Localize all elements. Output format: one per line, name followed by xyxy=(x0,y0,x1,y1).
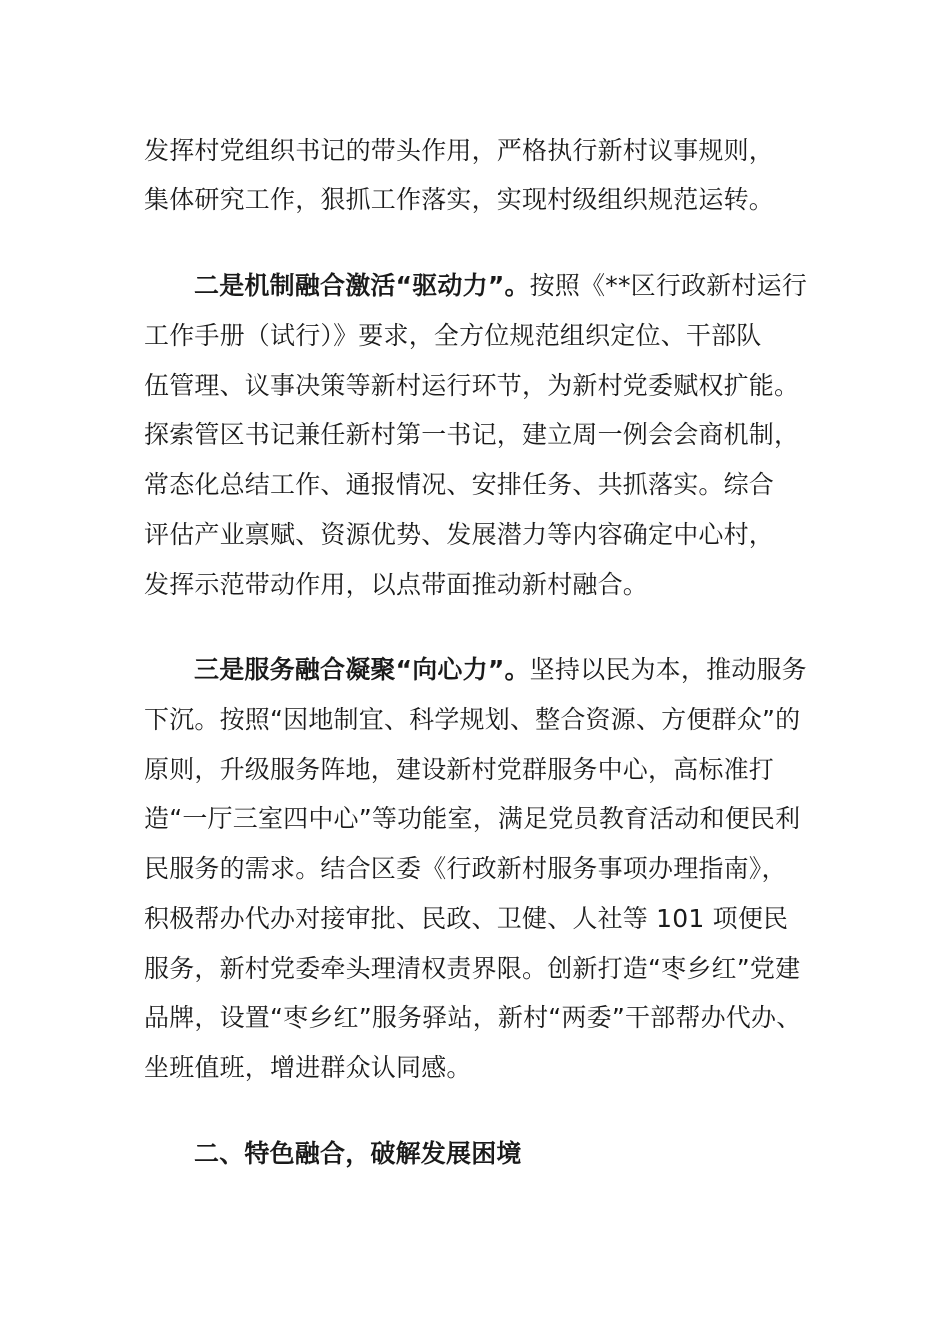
paragraph-2-line-4: 探索管区书记兼任新村第一书记，建立周一例会会商机制， xyxy=(144,420,800,449)
paragraph-3-line-9: 坐班值班，增进群众认同感。 xyxy=(144,1053,472,1082)
section-heading: 二、特色融合，破解发展困境 xyxy=(194,1139,522,1168)
paragraph-3-line-1-text: 坚持以民为本，推动服务 xyxy=(529,655,807,684)
paragraph-3-line-2: 下沉。按照“因地制宜、科学规划、整合资源、方便群众”的 xyxy=(144,705,801,734)
paragraph-3-line-7: 服务，新村党委牵头理清权责界限。创新打造“枣乡红”党建 xyxy=(144,954,801,983)
paragraph-2-line-3: 伍管理、议事决策等新村运行环节，为新村党委赋权扩能。 xyxy=(144,371,800,400)
paragraph-3-line-1 xyxy=(194,653,864,687)
paragraph-2-line-7: 发挥示范带动作用，以点带面推动新村融合。 xyxy=(144,570,649,599)
paragraph-1-line-2: 集体研究工作，狠抓工作落实，实现村级组织规范运转。 xyxy=(144,185,775,214)
paragraph-3-line-3: 原则，升级服务阵地，建设新村党群服务中心，高标准打 xyxy=(144,755,775,784)
paragraph-2-line-6: 评估产业禀赋、资源优势、发展潜力等内容确定中心村， xyxy=(144,520,775,549)
paragraph-3-line-6: 积极帮办代办对接审批、民政、卫健、人社等 101 项便民 xyxy=(144,904,789,933)
paragraph-3-line-8: 品牌，设置“枣乡红”服务驿站，新村“两委”干部帮办代办、 xyxy=(144,1003,802,1032)
paragraph-3-line-4: 造“一厅三室四中心”等功能室，满足党员教育活动和便民利 xyxy=(144,804,801,833)
paragraph-3-line-5: 民服务的需求。结合区委《行政新村服务事项办理指南》， xyxy=(144,854,787,883)
paragraph-2-line-5: 常态化总结工作、通报情况、安排任务、共抓落实。综合 xyxy=(144,470,775,499)
paragraph-2-heading: 二是机制融合激活“驱动力”。 xyxy=(194,271,530,300)
paragraph-2-line-1 xyxy=(194,269,864,303)
paragraph-2-line-2: 工作手册（试行）》要求，全方位规范组织定位、干部队 xyxy=(144,321,762,350)
paragraph-1-line-1: 发挥村党组织书记的带头作用，严格执行新村议事规则， xyxy=(144,136,775,165)
paragraph-2-line-1-text: 按照《**区行政新村运行 xyxy=(529,271,808,300)
paragraph-3-heading: 三是服务融合凝聚“向心力”。 xyxy=(194,655,530,684)
